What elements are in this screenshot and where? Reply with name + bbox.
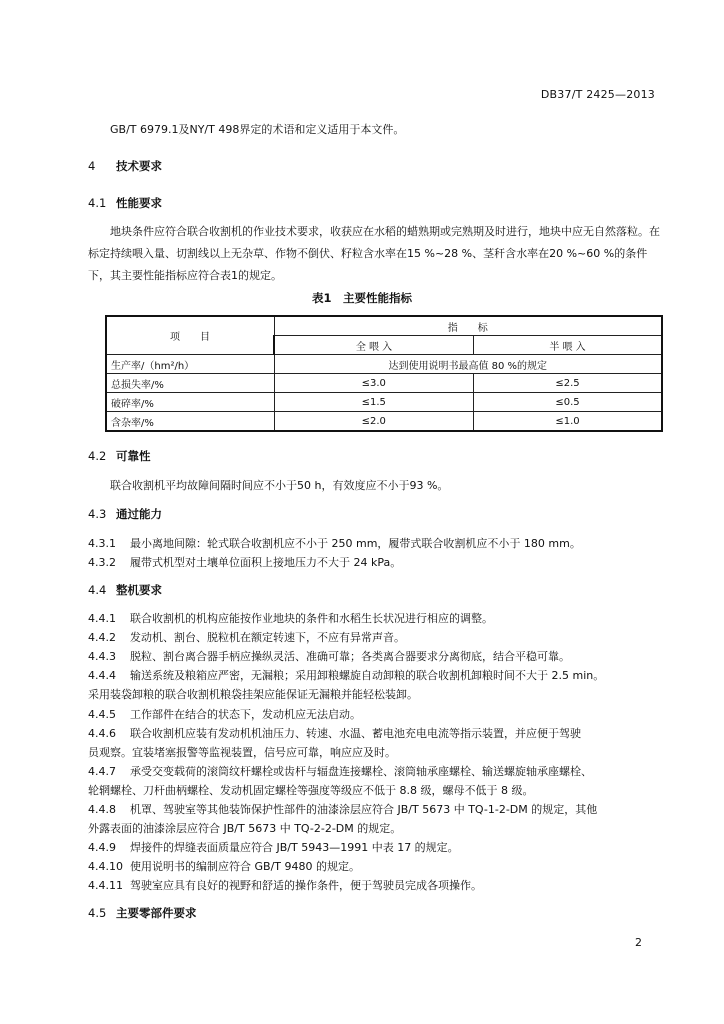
clause-4-4-10: [88, 858, 360, 874]
clause-number: 4.4.1: [88, 612, 116, 625]
section-title: 可靠性: [116, 449, 151, 463]
section-4-5-heading: [88, 905, 197, 921]
clause-number: 4.4.2: [88, 631, 116, 644]
table-caption: 表1 主要性能指标: [311, 291, 412, 305]
row-full-value: ≤3.0: [274, 374, 474, 393]
terms-reference-line: GB/T 6979.1及NY/T 498界定的术语和定义适用于本文件。: [110, 123, 405, 136]
section-4-heading: [88, 158, 162, 174]
clause-number: 4.4.11: [88, 879, 123, 892]
row-name: 生产率/（hm²/h）: [106, 355, 274, 374]
section-title: 主要零部件要求: [116, 906, 197, 920]
clause-number: 4.4.9: [88, 841, 116, 854]
section-title: 通过能力: [116, 507, 162, 521]
clause-number: 4.4.5: [88, 708, 116, 721]
clause-4-4-4-continued: 采用装袋卸粮的联合收割机粮袋挂架应能保证无漏粮并能轻松装卸。: [88, 688, 418, 701]
performance-requirements-paragraph: 地块条件应符合联合收割机的作业技术要求，收获应在水稻的蜡熟期或完熟期及时进行，地块中应无自然落粒。在标定持续喂入量、切割线以上无杂草、作物不倒伏、籽粒含水率在15 %~28 %、茎秆含水率在20 %~60 %的条件下，其主要性能指标应符合表1的规定。: [88, 225, 660, 282]
clause-4-4-11: [88, 877, 482, 893]
clause-text: 承受交变载荷的滚筒纹杆螺栓或齿杆与辐盘连接螺栓、滚筒轴承座螺栓、输送螺旋轴承座螺栓、: [130, 765, 592, 778]
clause-4-4-4: [88, 667, 604, 683]
clause-text: 脱粒、割台离合器手柄应操纵灵活、准确可靠；各类离合器要求分离彻底，结合平稳可靠。: [130, 650, 570, 663]
clause-text: 使用说明书的编制应符合 GB/T 9480 的规定。: [130, 860, 360, 873]
section-number: 4.4: [88, 583, 107, 597]
document-id-header: DB37/T 2425—2013: [540, 88, 655, 101]
clause-text: 联合收割机应装有发动机机油压力、转速、水温、蓄电池充电电流等指示装置，并应便于驾驶: [130, 727, 581, 740]
section-title: 整机要求: [116, 583, 162, 597]
clause-text: 履带式机型对土壤单位面积上接地压力不大于 24 kPa。: [130, 556, 402, 569]
clause-4-4-5: [88, 706, 361, 722]
clause-4-4-7-continued: 轮辋螺栓、刀杆曲柄螺栓、发动机固定螺栓等强度等级应不低于 8.8 级，螺母不低于 8 级。: [88, 784, 534, 797]
clause-text: 发动机、割台、脱粒机在额定转速下，不应有异常声音。: [130, 631, 405, 644]
section-title: 性能要求: [116, 196, 162, 210]
table-row: [106, 412, 662, 432]
section-number: 4.5: [88, 906, 107, 920]
clause-text: 机罩、驾驶室等其他装饰保护性部件的油漆涂层应符合 JB/T 5673 中 TQ-1-2-DM 的规定，其他: [130, 803, 598, 816]
table-row: [106, 393, 662, 412]
page-number: 2: [635, 936, 642, 949]
clause-number: 4.4.7: [88, 765, 116, 778]
section-4-3-heading: [88, 506, 162, 522]
clause-text: 工作部件在结合的状态下，发动机应无法启动。: [130, 708, 361, 721]
header-index: 指 标: [274, 316, 662, 336]
section-number: 4.1: [88, 196, 107, 210]
header-full-feed: 全 喂 入: [274, 336, 474, 355]
clause-number: 4.3.1: [88, 537, 116, 550]
clause-text: 输送系统及粮箱应严密，无漏粮；采用卸粮螺旋自动卸粮的联合收割机卸粮时间不大于 2.5 min。: [130, 669, 605, 682]
row-half-value: ≤0.5: [474, 393, 663, 412]
header-half-feed: 半 喂 入: [474, 336, 663, 355]
section-title: 技术要求: [116, 159, 162, 173]
clause-4-3-2: [88, 554, 401, 570]
row-name: 含杂率/%: [106, 412, 274, 432]
row-name: 破碎率/%: [106, 393, 274, 412]
table-row: [106, 355, 662, 374]
header-item: 项 目: [106, 316, 274, 355]
clause-4-4-9: [88, 839, 459, 855]
section-4-1-heading: [88, 195, 162, 211]
clause-text: 焊接件的焊缝表面质量应符合 JB/T 5943—1991 中表 17 的规定。: [130, 841, 459, 854]
clause-4-4-6: [88, 725, 581, 741]
row-full-value: ≤2.0: [274, 412, 474, 432]
clause-number: 4.4.6: [88, 727, 116, 740]
row-half-value: ≤1.0: [474, 412, 663, 432]
table-header-row: [106, 316, 662, 336]
clause-4-4-8: [88, 801, 597, 817]
clause-text: 驾驶室应具有良好的视野和舒适的操作条件，便于驾驶员完成各项操作。: [130, 879, 482, 892]
clause-4-4-8-continued: 外露表面的油漆涂层应符合 JB/T 5673 中 TQ-2-2-DM 的规定。: [88, 822, 402, 835]
clause-4-4-3: [88, 648, 570, 664]
clause-number: 4.4.10: [88, 860, 123, 873]
row-merged-value: 达到使用说明书最高值 80 %的规定: [274, 355, 662, 374]
clause-number: 4.3.2: [88, 556, 116, 569]
reliability-paragraph: 联合收割机平均故障间隔时间应不小于50 h，有效度应不小于93 %。: [110, 479, 449, 492]
section-number: 4.2: [88, 449, 107, 463]
table-row: [106, 374, 662, 393]
row-name: 总损失率/%: [106, 374, 274, 393]
clause-4-4-6-continued: 员观察。宜装堵塞报警等监视装置，信号应可靠，响应应及时。: [88, 746, 396, 759]
section-number: 4: [88, 159, 96, 173]
clause-4-3-1: [88, 535, 581, 551]
row-full-value: ≤1.5: [274, 393, 474, 412]
section-4-4-heading: [88, 582, 162, 598]
clause-4-4-7: [88, 763, 592, 779]
performance-table: [105, 315, 663, 432]
clause-4-4-2: [88, 629, 405, 645]
row-half-value: ≤2.5: [474, 374, 663, 393]
clause-4-4-1: [88, 610, 493, 626]
section-number: 4.3: [88, 507, 107, 521]
clause-number: 4.4.8: [88, 803, 116, 816]
clause-text: 最小离地间隙：轮式联合收割机应不小于 250 mm，履带式联合收割机应不小于 180 mm。: [130, 537, 581, 550]
clause-number: 4.4.4: [88, 669, 116, 682]
clause-number: 4.4.3: [88, 650, 116, 663]
section-4-2-heading: [88, 448, 151, 464]
clause-text: 联合收割机的机构应能按作业地块的条件和水稻生长状况进行相应的调整。: [130, 612, 493, 625]
